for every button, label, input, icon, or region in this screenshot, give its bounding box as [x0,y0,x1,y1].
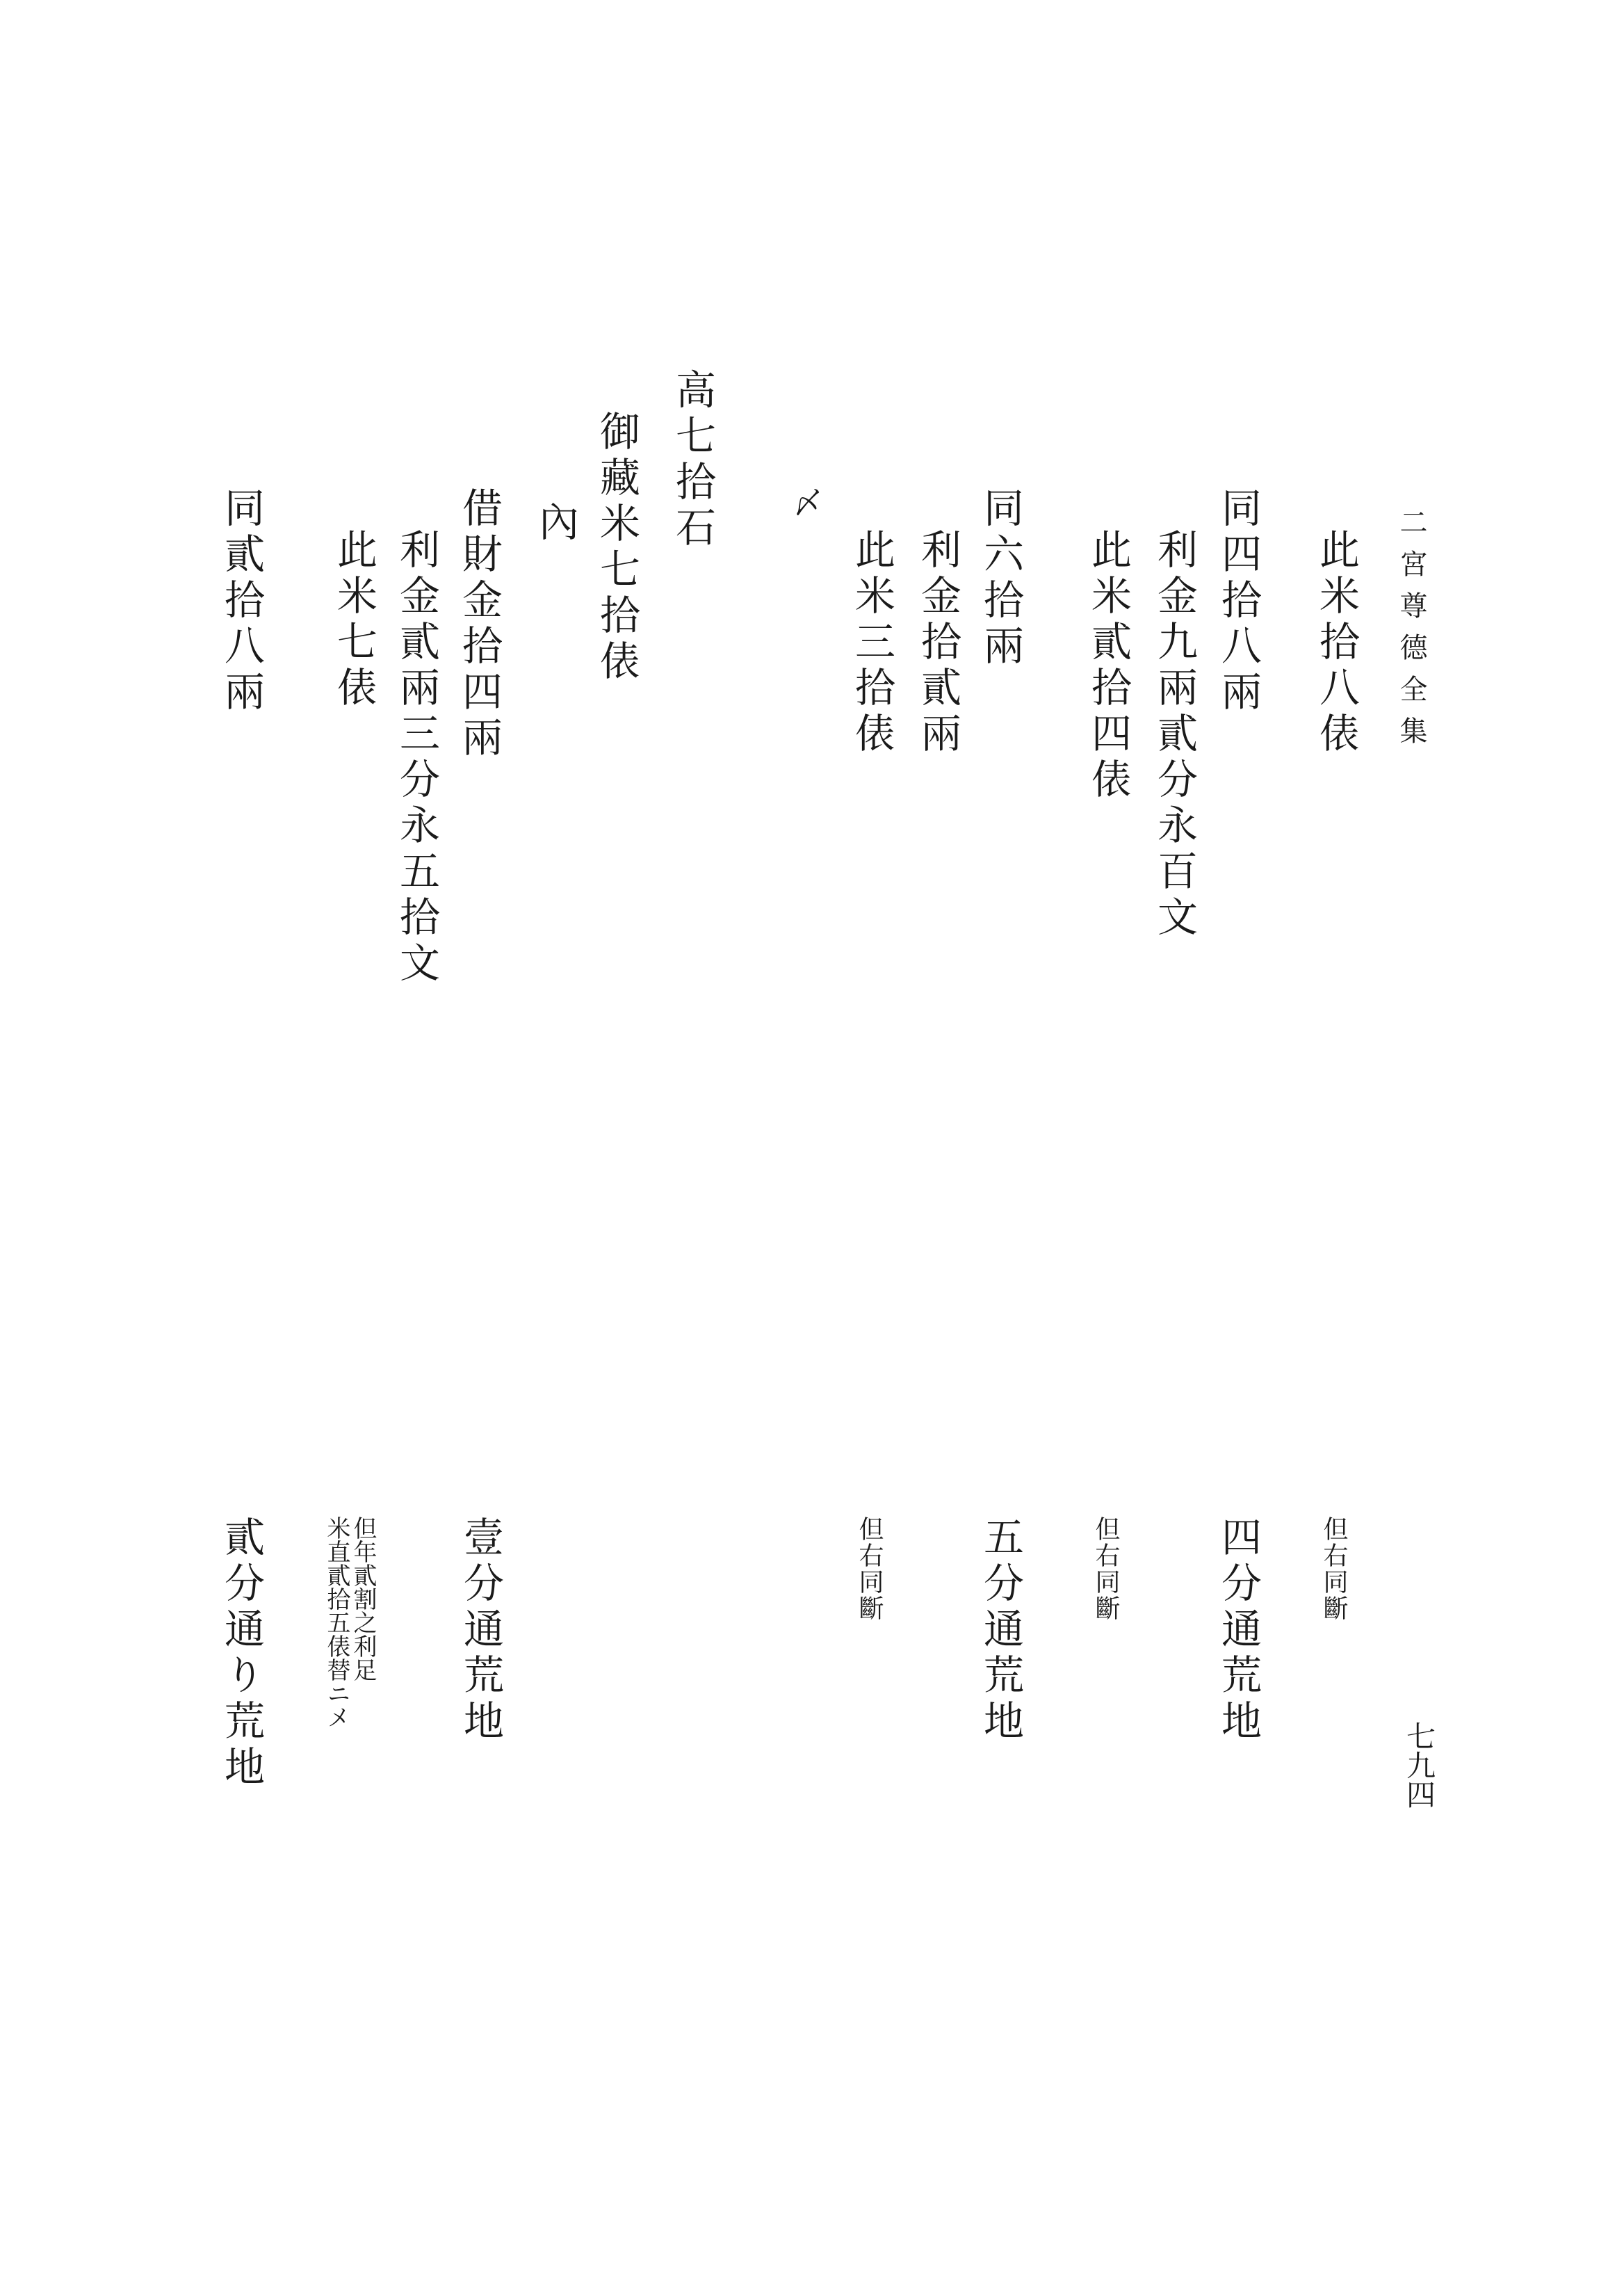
note-column: 但右同斷 [855,1516,884,1622]
text-column: 同貳拾八兩 [218,487,265,716]
text-column: 利金拾貳兩 [914,528,961,758]
text-column: 此米七俵 [330,528,377,712]
text-column: 利金九兩貳分永百文 [1151,528,1198,942]
note-column: 但年貳割之利足 [349,1516,377,1681]
text-column: 同六拾兩 [977,487,1024,670]
text-column: 貳分通り荒地 [218,1516,265,1791]
text-column: 此米貳拾四俵 [1085,528,1132,804]
text-column: 壹分通荒地 [457,1516,504,1745]
text-column: 四分通荒地 [1215,1516,1262,1745]
running-head: 二宮尊德全集 [1395,508,1427,758]
page-number: 七九四 [1402,1721,1436,1809]
note-column: 米直貳拾五俵替ニメ [323,1516,350,1729]
text-column: 御藏米七拾俵 [593,410,640,686]
note-column: 但右同斷 [1091,1516,1120,1622]
note-column: 但右同斷 [1320,1516,1348,1622]
text-column: 借財金拾四兩 [455,487,503,762]
shime-mark: 〆 [787,487,822,517]
text-column: 內 [532,501,579,547]
text-column: 同四拾八兩 [1215,487,1262,716]
text-column: 此米三拾俵 [848,528,895,758]
text-column: 利金貳兩三分永五拾文 [393,528,440,987]
text-column: 五分通荒地 [977,1516,1024,1745]
text-column: 此米拾八俵 [1313,528,1360,758]
text-column: 高七拾石 [669,369,716,552]
